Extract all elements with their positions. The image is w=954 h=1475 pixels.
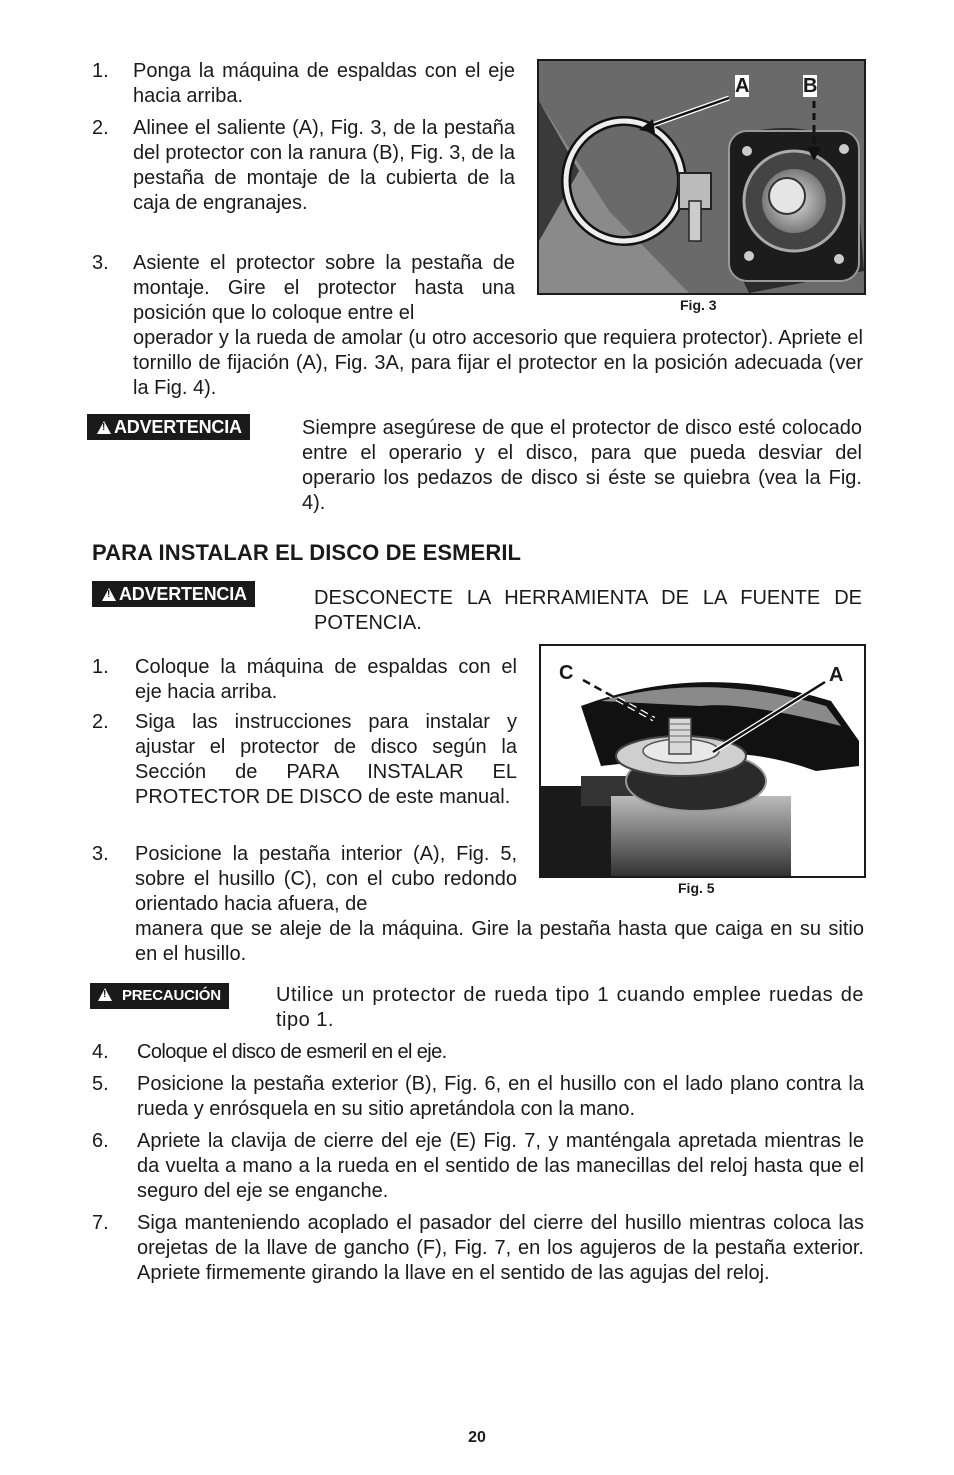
step-2-7 [92,1211,864,1286]
warning-icon [102,588,116,601]
step-2-4 [92,1040,864,1065]
step-number: 6. [92,1130,109,1152]
caution-text: Utilice un protector de rueda tipo 1 cuando emplee ruedas de tipo 1. [276,984,864,1031]
step-text: Coloque la máquina de espaldas con el eje hacia arriba. [135,656,517,703]
step-text: Coloque el disco de esmeril en el eje. [137,1041,447,1063]
warning-text: Siempre asegúrese de que el protector de disco esté colocado entre el operario y el disco, para que pueda desviar del operario los pedazos de disco si éste se quiebra (vea la Fig. 4). [302,417,862,514]
step-number: 1. [92,60,109,82]
step-number: 3. [92,252,109,274]
figure-5-caption: Fig. 5 [678,880,715,896]
step-number: 7. [92,1212,109,1234]
page-number: 20 [468,1429,486,1446]
fig5-label-a: A [829,664,844,686]
warning-text: DESCONECTE LA HERRAMIENTA DE LA FUENTE DE POTENCIA. [314,587,862,634]
steps-list [92,1040,864,1293]
fig5-label-c: C [559,662,574,684]
step-number: 3. [92,843,109,865]
step-text: Asiente el protector sobre la pestaña de montaje. Gire el protector hasta una posición que lo coloque entre el [133,252,515,324]
step-text: Posicione la pestaña interior (A), Fig. 5, sobre el husillo (C), con el cubo redondo orientado hacia afuera, de [135,843,517,915]
step-text: Apriete la clavija de cierre del eje (E) Fig. 7, y manténgala apretada mientras le da vuelta a mano a la rueda en el sentido de las manecillas del reloj hasta que el seguro del eje se enganche. [137,1130,864,1202]
warning-label: ADVERTENCIA [119,584,247,604]
step-2-5 [92,1072,864,1122]
fig3-label-b: B [803,75,818,97]
inner-flange-illustration [541,646,864,876]
step-2-6 [92,1129,864,1204]
figure-5-photo [539,644,866,878]
fig3-label-a: A [735,75,750,97]
step-number: 2. [92,117,109,139]
step-text: Alinee el saliente (A), Fig. 3, de la pestaña del protector con la ranura (B), Fig. 3, de la pestaña de montaje de la cubierta de la caja de engranajes. [133,117,515,214]
step-text: Siga manteniendo acoplado el pasador del cierre del husillo mientras coloca las orejetas de la llave de gancho (F), Fig. 7, en los agujeros de la pestaña exterior. Apriete firmemente girando la llave en el sentido de las agujas del reloj. [137,1212,864,1284]
figure-3-caption: Fig. 3 [680,297,717,313]
caution-label: PRECAUCIÓN [122,987,221,1004]
warning-label: ADVERTENCIA [114,417,242,437]
caution-badge [90,983,229,1009]
step-number: 4. [92,1041,109,1063]
step-text-continued: operador y la rueda de amolar (u otro accesorio que requiera protector). Apriete el tornillo de fijación (A), Fig. 3A, para fijar el protector en la posición adecuada (ver la Fig. 4). [133,327,863,399]
warning-icon [97,421,111,434]
warning-badge [87,414,250,440]
figure-3-photo [537,59,866,295]
step-number: 1. [92,656,109,678]
warning-icon [98,988,112,1001]
warning-badge [92,581,255,607]
step-text: Siga las instrucciones para instalar y ajustar el protector de disco según la Sección de PARA INSTALAR EL PROTECTOR DE DISCO de este manual. [135,711,517,808]
step-text: Ponga la máquina de espaldas con el eje hacia arriba. [133,60,515,107]
step-number: 2. [92,711,109,733]
step-number: 5. [92,1073,109,1095]
section-heading: PARA INSTALAR EL DISCO DE ESMERIL [92,540,522,565]
step-text: Posicione la pestaña exterior (B), Fig. 6, en el husillo con el lado plano contra la rueda y enrósquela en su sitio apretándola con la mano. [137,1073,864,1120]
step-text-continued: manera que se aleje de la máquina. Gire la pestaña hasta que caiga en su sitio en el husillo. [135,918,864,965]
